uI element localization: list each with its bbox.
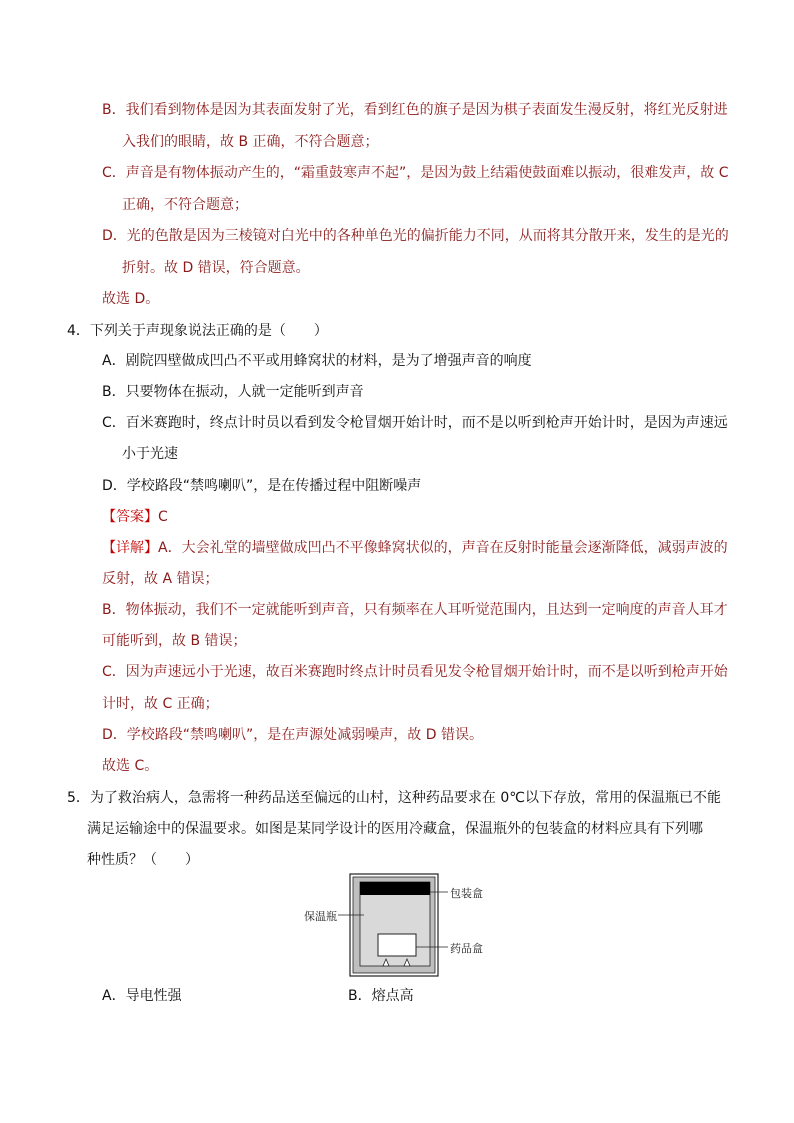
q4-answer — [102, 507, 168, 527]
flask-lid — [360, 882, 430, 895]
q4-detail-b-line1: B．物体振动，我们不一定就能听到声音，只有频率在人耳听觉范围内，且达到一定响度的声音人耳才 — [102, 602, 728, 618]
detail-a-text: A．大会礼堂的墙壁做成凹凸不平像蜂窝状似的，声音在反射时能量会逐渐降低，减弱声波的 — [158, 540, 728, 556]
q4-detail-d: D．学校路段“禁鸣喇叭”，是在声源处减弱噪声，故 D 错误。 — [102, 727, 483, 743]
analysis3-b-line2: 入我们的眼睛，故 B 正确，不符合题意； — [122, 134, 379, 150]
q5-option-b: B．熔点高 — [348, 988, 414, 1004]
label-outer-box: 包装盒 — [450, 887, 483, 900]
q4-option-c-line2: 小于光速 — [122, 446, 178, 462]
q4-detail-c-line2: 计时，故 C 正确； — [102, 696, 219, 712]
analysis3-d-line2: 折射。故 D 错误，符合题意。 — [122, 260, 310, 276]
analysis3-b-line1: B．我们看到物体是因为其表面发射了光，看到红色的旗子是因为棋子表面发生漫反射，将红光反射进 — [102, 102, 728, 118]
label-medicine-box: 药品盒 — [450, 942, 483, 955]
q4-stem: 4．下列关于声现象说法正确的是（ ） — [67, 323, 328, 339]
analysis3-c-line2: 正确，不符合题意； — [122, 197, 248, 213]
q5-stem-line1: 5．为了救治病人，急需将一种药品送至偏远的山村，这种药品要求在 0℃以下存放，常用的保温瓶已不能 — [67, 790, 721, 806]
cold-storage-diagram — [300, 870, 500, 980]
q4-option-c-line1: C．百米赛跑时，终点计时员以看到发令枪冒烟开始计时，而不是以听到枪声开始计时，是因为声速远 — [102, 415, 728, 431]
q4-option-b: B．只要物体在振动，人就一定能听到声音 — [102, 384, 364, 400]
analysis3-conclusion: 故选 D。 — [102, 291, 160, 307]
q4-conclusion: 故选 C。 — [102, 758, 159, 774]
q4-detail-b-line2: 可能听到，故 B 错误； — [102, 633, 247, 649]
answer-value: C — [158, 509, 168, 525]
q5-stem-line3: 种性质？（ ） — [87, 852, 199, 868]
q4-option-a: A．剧院四壁做成凹凸不平或用蜂窝状的材料，是为了增强声音的响度 — [102, 353, 532, 369]
q4-option-d: D．学校路段“禁鸣喇叭”，是在传播过程中阻断噪声 — [102, 478, 422, 494]
q5-option-a: A．导电性强 — [102, 988, 182, 1004]
label-flask: 保温瓶 — [304, 910, 337, 923]
analysis3-c-line1: C．声音是有物体振动产生的，“霜重鼓寒声不起”，是因为鼓上结霜使鼓面难以振动，很难发声，故 C — [102, 165, 729, 181]
answer-tag: 【答案】 — [102, 509, 158, 525]
q5-stem-line2: 满足运输途中的保温要求。如图是某同学设计的医用冷藏盒，保温瓶外的包装盒的材料应具有下列哪 — [87, 821, 703, 837]
medicine-box — [378, 934, 416, 956]
analysis3-d-line1: D．光的色散是因为三棱镜对白光中的各种单色光的偏折能力不同，从而将其分散开来，发生的是光的 — [102, 228, 729, 244]
detail-tag: 【详解】 — [102, 540, 158, 556]
q4-detail-a-line2: 反射，故 A 错误； — [102, 571, 219, 587]
q4-detail-a-line1 — [102, 538, 728, 558]
q4-detail-c-line1: C．因为声速远小于光速，故百米赛跑时终点计时员看见发令枪冒烟开始计时，而不是以听到枪声开始 — [102, 664, 728, 680]
